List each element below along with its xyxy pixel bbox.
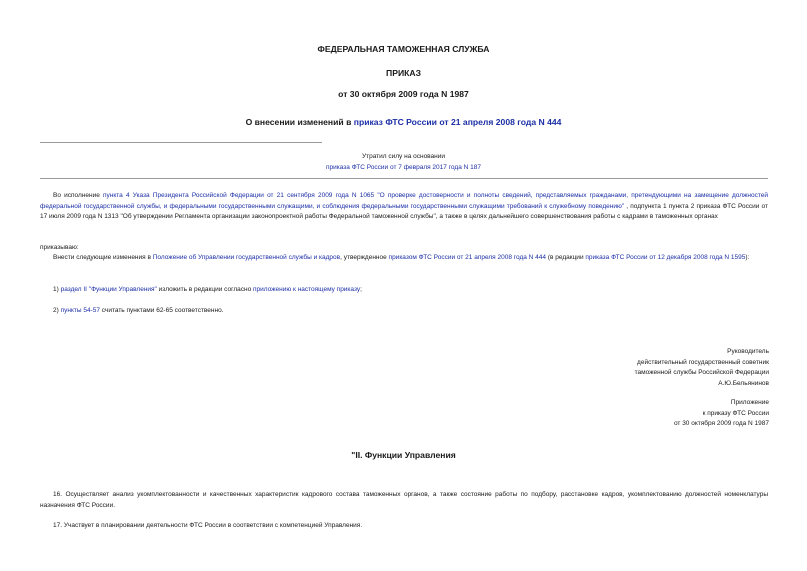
signature-title-1: действительный государственный советник: [637, 358, 769, 366]
item2-text-1: считать пунктами 62-65 соответственно.: [99, 307, 224, 314]
status-note-text: Утратил силу на основании: [361, 153, 446, 160]
doc-type: ПРИКАЗ: [386, 68, 421, 78]
preamble-link-decree[interactable]: пункта 4 Указа Президента Российской Федерации от 21 сентября 2009 года N 1065 "О проверке достоверности и полноты сведений, представляемых гражданами, претендующими на замещение должностей федеральной государственной службы, и федеральными государственными служащими, и соблюдения федеральными государственными служащими требований к служебному поведению": [40, 192, 768, 210]
signature-block: [635, 347, 769, 389]
appendix-line-1: Приложение: [730, 399, 769, 406]
list-item-1: [40, 285, 768, 296]
item2-link-points[interactable]: пункты 54-57: [60, 307, 100, 314]
preamble-text-1: Во исполнение: [53, 192, 103, 199]
body-text-1: Внести следующие изменения в: [53, 254, 153, 261]
signature-name: А.Ю.Бельянинов: [718, 379, 769, 387]
signature-role: Руководитель: [727, 348, 769, 355]
appendix-line-3: от 30 октября 2009 года N 1987: [673, 420, 769, 428]
divider-long: [40, 178, 768, 179]
paragraph-16: 16. Осуществляет анализ укомплектованности и качественных характеристик кадрового состава таможенных органов, а также состояние работы по подбору, расстановке кадров, укомплектованию должностей номенклатуры назначения ФТС России.: [40, 491, 768, 509]
body-link-regulation[interactable]: Положение об Управлении государственной службы и кадров: [152, 254, 341, 261]
appendix-line-2: к приказу ФТС России: [702, 409, 769, 417]
body-link-order-444[interactable]: приказом ФТС России от 21 апреля 2008 года N 444: [388, 254, 547, 261]
body-link-order-1595[interactable]: приказа ФТС России от 12 декабря 2008 года N 1595: [585, 254, 746, 261]
doc-subject: [0, 117, 807, 127]
item1-text-2: ;: [360, 286, 362, 293]
appendix-block: [674, 398, 769, 430]
agency-title: ФЕДЕРАЛЬНАЯ ТАМОЖЕННАЯ СЛУЖБА: [317, 44, 490, 54]
signature-title-2: таможенной службы Российской Федерации: [634, 369, 769, 377]
subject-prefix: О внесении изменений в: [245, 117, 354, 127]
item1-link-appendix[interactable]: приложению к настоящему приказу: [253, 286, 361, 293]
doc-date: от 30 октября 2009 года N 1987: [338, 89, 469, 99]
section-title: "II. Функции Управления: [351, 450, 456, 460]
order-word: приказываю:: [40, 244, 79, 251]
paragraph-17: 17. Участвует в планировании деятельности ФТС России в соответствии с компетенцией Управления.: [53, 522, 363, 529]
item2-num: 2): [53, 307, 61, 314]
body-paragraph: [40, 253, 768, 264]
body-text-3: (в редакции: [546, 254, 586, 261]
subject-link[interactable]: приказ ФТС России от 21 апреля 2008 года N 444: [353, 117, 562, 127]
item1-text-1: изложить в редакции согласно: [156, 286, 253, 293]
body-text-2: , утвержденное: [340, 254, 389, 261]
item1-num: 1): [53, 286, 61, 293]
item1-link-section[interactable]: раздел II "Функции Управления": [60, 286, 157, 293]
divider-short: [40, 142, 322, 143]
status-note: [0, 152, 807, 173]
status-note-link[interactable]: приказа ФТС России от 7 февраля 2017 года N 187: [326, 163, 481, 171]
body-text-4: ):: [745, 254, 750, 261]
list-item-2: [40, 306, 768, 317]
preamble-text-2: , подпункта 1 пункта 2 приказа ФТС России от 17 июля 2009 года N 1313 "Об утверждении Регламента организации законопроектной работы Федеральной таможенной службы", а также в целях дальнейшего совершенствования работы с кадрами в таможенных органах: [40, 202, 768, 221]
preamble-paragraph: [40, 191, 768, 223]
